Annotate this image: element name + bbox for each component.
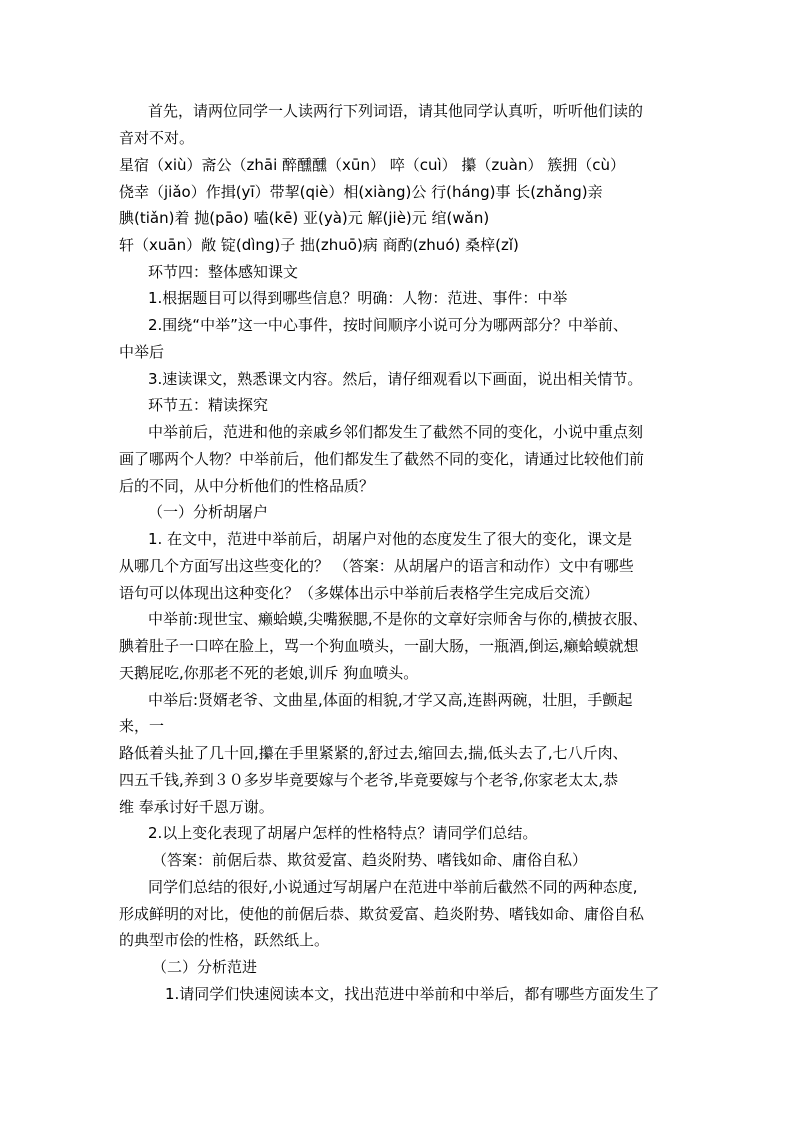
answer-line: （答案：前倨后恭、欺贫爱富、趋炎附势、嗜钱如命、庸俗自私） bbox=[152, 851, 588, 869]
paragraph-line: 来，一 bbox=[119, 717, 165, 735]
paragraph-line: 2.以上变化表现了胡屠户怎样的性格特点？请同学们总结。 bbox=[148, 824, 538, 842]
paragraph-line: 四五千钱,养到３０多岁毕竟要嫁与个老爷,毕竟要嫁与个老爷,你家老太太,恭 bbox=[119, 771, 619, 789]
paragraph-line: 音对不对。 bbox=[119, 129, 195, 147]
paragraph-line: 中举后 bbox=[119, 343, 165, 361]
paragraph-line: 1.根据题目可以得到哪些信息？明确：人物：范进、事件：中举 bbox=[148, 289, 568, 307]
paragraph-line: 3.速读课文，熟悉课文内容。然后，请仔细观看以下画面，说出相关情节。 bbox=[148, 370, 643, 388]
paragraph-line: 语句可以体现出这种变化？（多媒体出示中举前后表格学生完成后交流） bbox=[119, 584, 600, 602]
vocab-line: 腆(tiǎn)着 抛(pāo) 嗑(kē) 亚(yà)元 解(jiè)元 绾(wǎn) bbox=[119, 209, 490, 227]
paragraph-line: 1.请同学们快速阅读本文，找出范进中举前和中举后，都有哪些方面发生了 bbox=[165, 985, 660, 1003]
paragraph-line: 的典型市侩的性格，跃然纸上。 bbox=[119, 931, 330, 949]
paragraph-line: 路低着头扯了几十回,攥在手里紧紧的,舒过去,缩回去,揣,低头去了,七八斤肉、 bbox=[119, 744, 628, 762]
paragraph-line: 同学们总结的很好,小说通过写胡屠户在范进中举前后截然不同的两种态度, bbox=[148, 878, 638, 896]
subsection-heading: （二）分析范进 bbox=[152, 958, 258, 976]
paragraph-line: 中举前:现世宝、癞蛤蟆,尖嘴猴腮,不是你的文章好宗师舍与你的,横披衣服、 bbox=[148, 610, 648, 628]
vocab-line: 轩（xuān）敞 锭(dìng)子 拙(zhuō)病 商酌(zhuó) 桑梓(zǐ) bbox=[119, 236, 519, 254]
paragraph-line: 1. 在文中，范进中举前后，胡屠户对他的态度发生了很大的变化，课文是 bbox=[148, 530, 633, 548]
paragraph-line: 2.围绕“中举”这一中心事件，按时间顺序小说可分为哪两部分？中举前、 bbox=[148, 316, 628, 334]
paragraph-line: 形成鲜明的对比，使他的前倨后恭、欺贫爱富、趋炎附势、嗜钱如命、庸俗自私 bbox=[119, 905, 645, 923]
subsection-heading: （一）分析胡屠户 bbox=[148, 503, 269, 521]
paragraph-line: 从哪几个方面写出这些变化的？ （答案：从胡屠户的语言和动作）文中有哪些 bbox=[119, 557, 634, 575]
vocab-line: 侥幸（jiǎo）作揖(yī）带挈(qiè）相(xiàng)公 行(háng)事 长(zhǎng)亲 bbox=[119, 183, 603, 201]
paragraph-line: 维 奉承讨好千恩万谢。 bbox=[119, 798, 274, 816]
paragraph-line: 中举后:贤婿老爷、文曲星,体面的相貌,才学又高,连斟两碗，壮胆，手颤起 bbox=[148, 691, 633, 709]
paragraph-line: 天鹅屁吃,你那老不死的老娘,训斥 狗血喷头。 bbox=[119, 664, 419, 682]
vocab-line: 星宿（xiù）斋公（zhāi 醉醺醺（xūn） 啐（cuì） 攥（zuàn） 簇拥（cù） bbox=[119, 156, 626, 174]
paragraph-line: 中举前后，范进和他的亲戚乡邻们都发生了截然不同的变化，小说中重点刻 bbox=[148, 423, 644, 441]
paragraph-line: 画了哪两个人物？中举前后，他们都发生了截然不同的变化，请通过比较他们前 bbox=[119, 450, 645, 468]
paragraph-line: 腆着肚子一口啐在脸上，骂一个狗血喷头，一副大肠，一瓶酒,倒运,癞蛤蟆就想 bbox=[119, 637, 639, 655]
section-heading: 环节四：整体感知课文 bbox=[148, 263, 299, 281]
section-heading: 环节五：精读探究 bbox=[148, 396, 269, 414]
paragraph-line: 首先，请两位同学一人读两行下列词语，请其他同学认真听，听听他们读的 bbox=[148, 102, 644, 120]
paragraph-line: 后的不同，从中分析他们的性格品质？ bbox=[119, 477, 375, 495]
